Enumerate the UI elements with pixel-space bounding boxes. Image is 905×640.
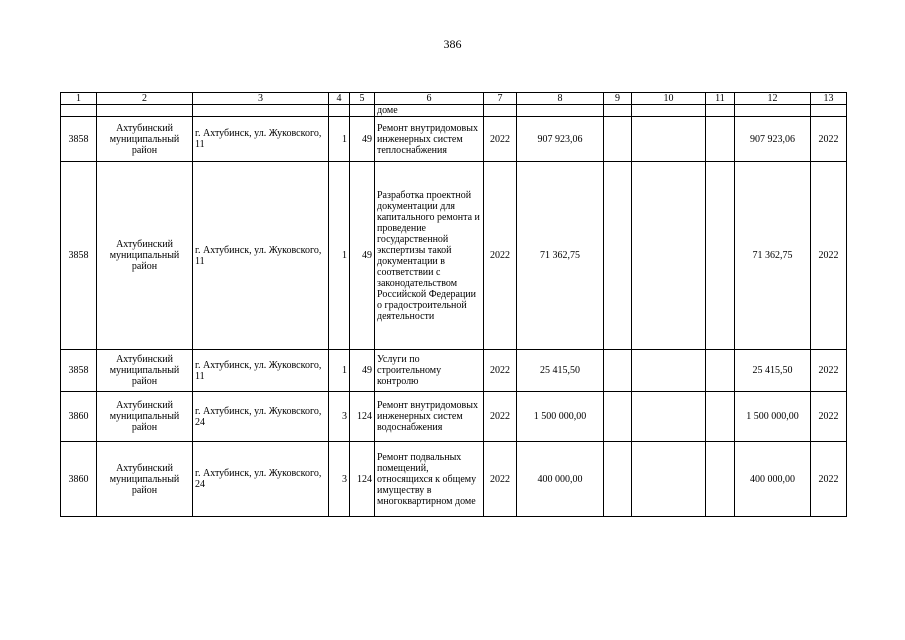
col-9-cell xyxy=(604,442,632,517)
total-cell: 1 500 000,00 xyxy=(735,392,811,442)
row-number: 3860 xyxy=(61,442,97,517)
work-type-cell: Разработка проектной документации для капитального ремонта и проведение государственной экспертизы такой документации в соответствии с законодательством Российской Федерации о градостроительной деятельности xyxy=(375,162,484,350)
col-11-cell xyxy=(706,117,735,162)
col-11-cell xyxy=(706,350,735,392)
header-col-12: 12 xyxy=(735,93,811,105)
end-year-cell: 2022 xyxy=(811,392,847,442)
work-type-cell: Ремонт подвальных помещений, относящихся к общему имуществу в многоквартирном доме xyxy=(375,442,484,517)
col-4-cell: 1 xyxy=(329,117,350,162)
municipality-cell: Ахтубинский муниципальный район xyxy=(97,117,193,162)
cost-cell: 907 923,06 xyxy=(517,117,604,162)
header-col-1: 1 xyxy=(61,93,97,105)
col-10-cell xyxy=(632,442,706,517)
header-row xyxy=(61,93,847,105)
col-5-cell: 49 xyxy=(350,162,375,350)
page-number: 386 xyxy=(443,37,462,51)
address-cell: г. Ахтубинск, ул. Жуковского, 24 xyxy=(193,392,329,442)
header-col-6: 6 xyxy=(375,93,484,105)
col-4-cell: 1 xyxy=(329,350,350,392)
table-row xyxy=(61,117,847,162)
total-cell: 25 415,50 xyxy=(735,350,811,392)
header-col-11: 11 xyxy=(706,93,735,105)
header-col-9: 9 xyxy=(604,93,632,105)
col-10-cell xyxy=(632,117,706,162)
address-cell: г. Ахтубинск, ул. Жуковского, 11 xyxy=(193,162,329,350)
year-cell: 2022 xyxy=(484,117,517,162)
col-9-cell xyxy=(604,392,632,442)
cost-cell: 25 415,50 xyxy=(517,350,604,392)
header-col-13: 13 xyxy=(811,93,847,105)
year-cell: 2022 xyxy=(484,442,517,517)
row-number: 3858 xyxy=(61,117,97,162)
municipality-cell: Ахтубинский муниципальный район xyxy=(97,162,193,350)
col-9-cell xyxy=(604,117,632,162)
header-col-5: 5 xyxy=(350,93,375,105)
col-9-cell xyxy=(604,350,632,392)
address-cell: г. Ахтубинск, ул. Жуковского, 11 xyxy=(193,350,329,392)
continuation-row xyxy=(61,105,847,117)
work-type-cell: Ремонт внутридомовых инженерных систем водоснабжения xyxy=(375,392,484,442)
row-number: 3858 xyxy=(61,350,97,392)
col-10-cell xyxy=(632,392,706,442)
col-11-cell xyxy=(706,162,735,350)
end-year-cell: 2022 xyxy=(811,162,847,350)
col-10-cell xyxy=(632,350,706,392)
work-type-cell: Ремонт внутридомовых инженерных систем теплоснабжения xyxy=(375,117,484,162)
total-cell: 71 362,75 xyxy=(735,162,811,350)
table-row xyxy=(61,442,847,517)
col-5-cell: 124 xyxy=(350,442,375,517)
municipality-cell: Ахтубинский муниципальный район xyxy=(97,392,193,442)
row-number: 3858 xyxy=(61,162,97,350)
registry-table xyxy=(60,92,847,517)
col-4-cell: 3 xyxy=(329,442,350,517)
col-5-cell: 49 xyxy=(350,350,375,392)
work-type-cell: Услуги по строительному контролю xyxy=(375,350,484,392)
address-cell: г. Ахтубинск, ул. Жуковского, 11 xyxy=(193,117,329,162)
header-col-8: 8 xyxy=(517,93,604,105)
col-5-cell: 49 xyxy=(350,117,375,162)
col-4-cell: 3 xyxy=(329,392,350,442)
table-row xyxy=(61,392,847,442)
col-4-cell: 1 xyxy=(329,162,350,350)
row-number: 3860 xyxy=(61,392,97,442)
end-year-cell: 2022 xyxy=(811,350,847,392)
year-cell: 2022 xyxy=(484,392,517,442)
year-cell: 2022 xyxy=(484,350,517,392)
table-row xyxy=(61,162,847,350)
year-cell: 2022 xyxy=(484,162,517,350)
header-col-4: 4 xyxy=(329,93,350,105)
header-col-3: 3 xyxy=(193,93,329,105)
col-10-cell xyxy=(632,162,706,350)
end-year-cell: 2022 xyxy=(811,442,847,517)
continuation-text: доме xyxy=(375,105,484,117)
col-5-cell: 124 xyxy=(350,392,375,442)
header-col-7: 7 xyxy=(484,93,517,105)
header-col-2: 2 xyxy=(97,93,193,105)
col-11-cell xyxy=(706,392,735,442)
col-11-cell xyxy=(706,442,735,517)
address-cell: г. Ахтубинск, ул. Жуковского, 24 xyxy=(193,442,329,517)
cost-cell: 1 500 000,00 xyxy=(517,392,604,442)
table-row xyxy=(61,350,847,392)
total-cell: 400 000,00 xyxy=(735,442,811,517)
municipality-cell: Ахтубинский муниципальный район xyxy=(97,442,193,517)
header-col-10: 10 xyxy=(632,93,706,105)
total-cell: 907 923,06 xyxy=(735,117,811,162)
col-9-cell xyxy=(604,162,632,350)
cost-cell: 400 000,00 xyxy=(517,442,604,517)
municipality-cell: Ахтубинский муниципальный район xyxy=(97,350,193,392)
cost-cell: 71 362,75 xyxy=(517,162,604,350)
end-year-cell: 2022 xyxy=(811,117,847,162)
